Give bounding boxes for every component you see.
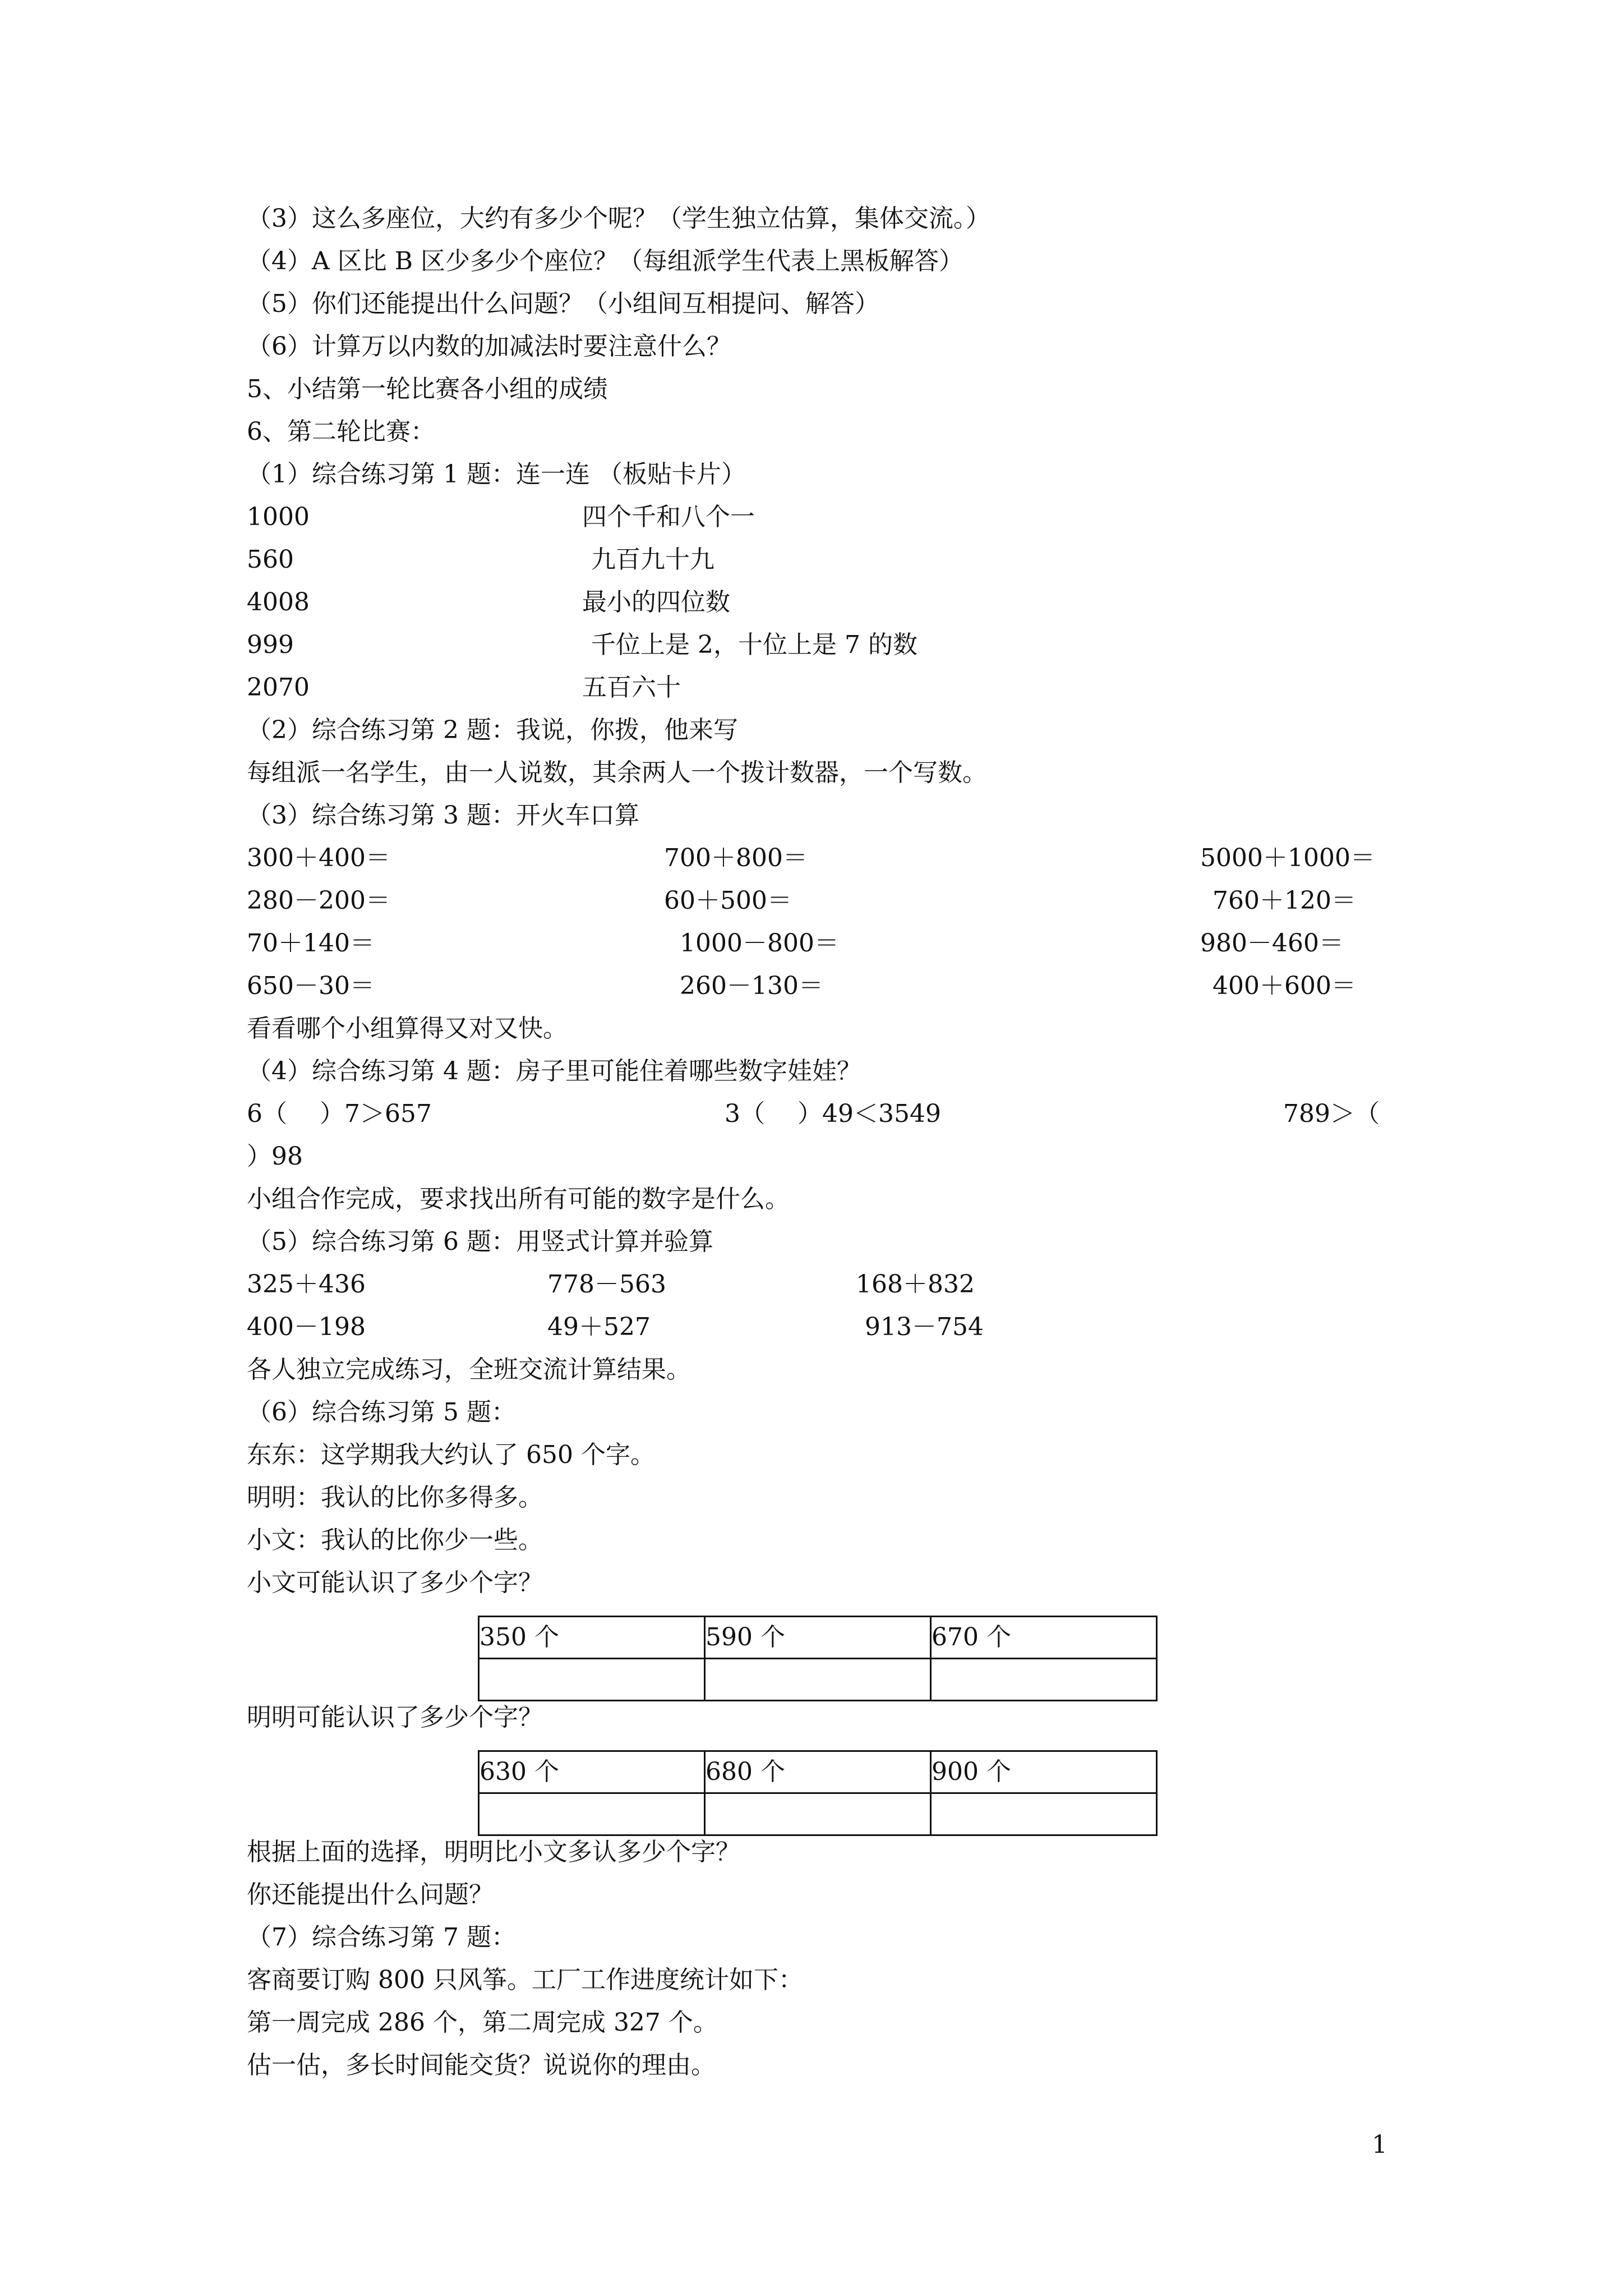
mental-item: 300＋400＝ — [247, 844, 390, 872]
mental-row — [247, 970, 1391, 1002]
step-6: 6、第二轮比赛： — [247, 417, 435, 446]
compare-item: 6（ ）7＞657 — [247, 1099, 432, 1128]
exercise-4-title: （4）综合练习第 4 题：房子里可能住着哪些数字娃娃？ — [247, 1057, 861, 1085]
match-number: 4008 — [247, 588, 310, 616]
vertical-item: 168＋832 — [856, 1270, 975, 1299]
vertical-item: 913－754 — [865, 1313, 984, 1341]
exercise-6-title: （6）综合练习第 5 题： — [247, 1398, 516, 1427]
xiaowen-choice-table — [478, 1616, 1158, 1701]
mental-item: 280－200＝ — [247, 886, 390, 915]
page-number: 1 — [1372, 2131, 1387, 2159]
mingming-choice-table — [478, 1750, 1158, 1836]
mental-item: 650－30＝ — [247, 972, 375, 1000]
match-row — [247, 629, 1391, 661]
choice-cell: 680 个 — [705, 1751, 931, 1793]
mental-item: 70＋140＝ — [247, 929, 375, 958]
mental-item: 980－460＝ — [1200, 929, 1344, 958]
match-number: 2070 — [247, 673, 310, 702]
exercise-2-description: 每组派一名学生，由一人说数，其余两人一个拨计数器，一个写数。 — [247, 758, 987, 787]
answer-cell[interactable] — [705, 1793, 931, 1835]
step-5: 5、小结第一轮比赛各小组的成绩 — [247, 375, 608, 403]
mingming-line: 明明：我认的比你多得多。 — [247, 1483, 543, 1512]
mental-item: 760＋120＝ — [1212, 886, 1356, 915]
question-3: （3）这么多座位，大约有多少个呢？（学生独立估算，集体交流。） — [247, 204, 990, 233]
vertical-item: 325＋436 — [247, 1270, 366, 1299]
match-number: 999 — [247, 631, 294, 659]
match-row — [247, 501, 1391, 533]
exercise-1-title: （1）综合练习第 1 题：连一连 （板贴卡片） — [247, 460, 746, 489]
choice-cell: 350 个 — [479, 1617, 705, 1659]
mingming-question: 明明可能认识了多少个字？ — [247, 1703, 543, 1732]
vertical-item: 400－198 — [247, 1313, 366, 1341]
match-number: 560 — [247, 545, 294, 574]
more-questions-prompt: 你还能提出什么问题？ — [247, 1880, 494, 1909]
choice-cell: 670 个 — [931, 1617, 1157, 1659]
match-description: 千位上是 2，十位上是 7 的数 — [591, 631, 917, 659]
exercise-7-title: （7）综合练习第 7 题： — [247, 1923, 516, 1952]
answer-cell[interactable] — [931, 1659, 1157, 1701]
exercise-5-description: 各人独立完成练习，全班交流计算结果。 — [247, 1355, 691, 1384]
difference-question: 根据上面的选择，明明比小文多认多少个字？ — [247, 1838, 740, 1866]
compare-continuation: ）98 — [247, 1142, 303, 1171]
mental-item: 60＋500＝ — [664, 886, 792, 915]
xiaowen-line: 小文：我认的比你少一些。 — [247, 1526, 543, 1554]
match-description: 最小的四位数 — [582, 588, 730, 616]
choice-cell: 590 个 — [705, 1617, 931, 1659]
exercise-3-title: （3）综合练习第 3 题：开火车口算 — [247, 801, 639, 830]
match-row — [247, 672, 1391, 703]
exercise-5-title: （5）综合练习第 6 题：用竖式计算并验算 — [247, 1227, 713, 1256]
compare-item: 789＞（ — [1283, 1099, 1380, 1128]
mental-item: 700＋800＝ — [664, 844, 808, 872]
answer-cell[interactable] — [705, 1659, 931, 1701]
match-description: 五百六十 — [582, 673, 681, 702]
vertical-row — [247, 1269, 1391, 1300]
mental-row — [247, 885, 1391, 917]
kite-order-line: 客商要订购 800 只风筝。工厂工作进度统计如下： — [247, 1966, 803, 1994]
vertical-item: 49＋527 — [547, 1313, 651, 1341]
exercise-3-description: 看看哪个小组算得又对又快。 — [247, 1014, 568, 1043]
question-6: （6）计算万以内数的加减法时要注意什么？ — [247, 332, 731, 361]
compare-row — [247, 1098, 1391, 1130]
mental-item: 5000＋1000＝ — [1200, 844, 1375, 872]
mental-row — [247, 928, 1391, 959]
exercise-2-title: （2）综合练习第 2 题：我说，你拨，他来写 — [247, 716, 738, 744]
vertical-item: 778－563 — [547, 1270, 666, 1299]
kite-progress-line: 第一周完成 286 个，第二周完成 327 个。 — [247, 2008, 718, 2037]
match-description: 四个千和八个一 — [582, 503, 755, 531]
mental-row — [247, 843, 1391, 874]
question-4: （4）A 区比 B 区少多少个座位？（每组派学生代表上黑板解答） — [247, 247, 964, 275]
dongdong-line: 东东：这学期我大约认了 650 个字。 — [247, 1441, 655, 1469]
mental-item: 1000－800＝ — [680, 929, 839, 958]
match-number: 1000 — [247, 503, 310, 531]
match-row — [247, 544, 1391, 576]
match-description: 九百九十九 — [591, 545, 714, 574]
vertical-row — [247, 1312, 1391, 1343]
mental-item: 400＋600＝ — [1212, 972, 1356, 1000]
answer-cell[interactable] — [479, 1793, 705, 1835]
mental-item: 260－130＝ — [680, 972, 823, 1000]
choice-cell: 630 个 — [479, 1751, 705, 1793]
question-5: （5）你们还能提出什么问题？（小组间互相提问、解答） — [247, 289, 879, 318]
choice-cell: 900 个 — [931, 1751, 1157, 1793]
answer-cell[interactable] — [931, 1793, 1157, 1835]
xiaowen-question: 小文可能认识了多少个字？ — [247, 1568, 543, 1597]
kite-estimate-line: 估一估，多长时间能交货？说说你的理由。 — [247, 2051, 716, 2079]
compare-item: 3（ ）49＜3549 — [725, 1099, 941, 1128]
match-row — [247, 587, 1391, 618]
answer-cell[interactable] — [479, 1659, 705, 1701]
exercise-4-description: 小组合作完成，要求找出所有可能的数字是什么。 — [247, 1185, 790, 1213]
